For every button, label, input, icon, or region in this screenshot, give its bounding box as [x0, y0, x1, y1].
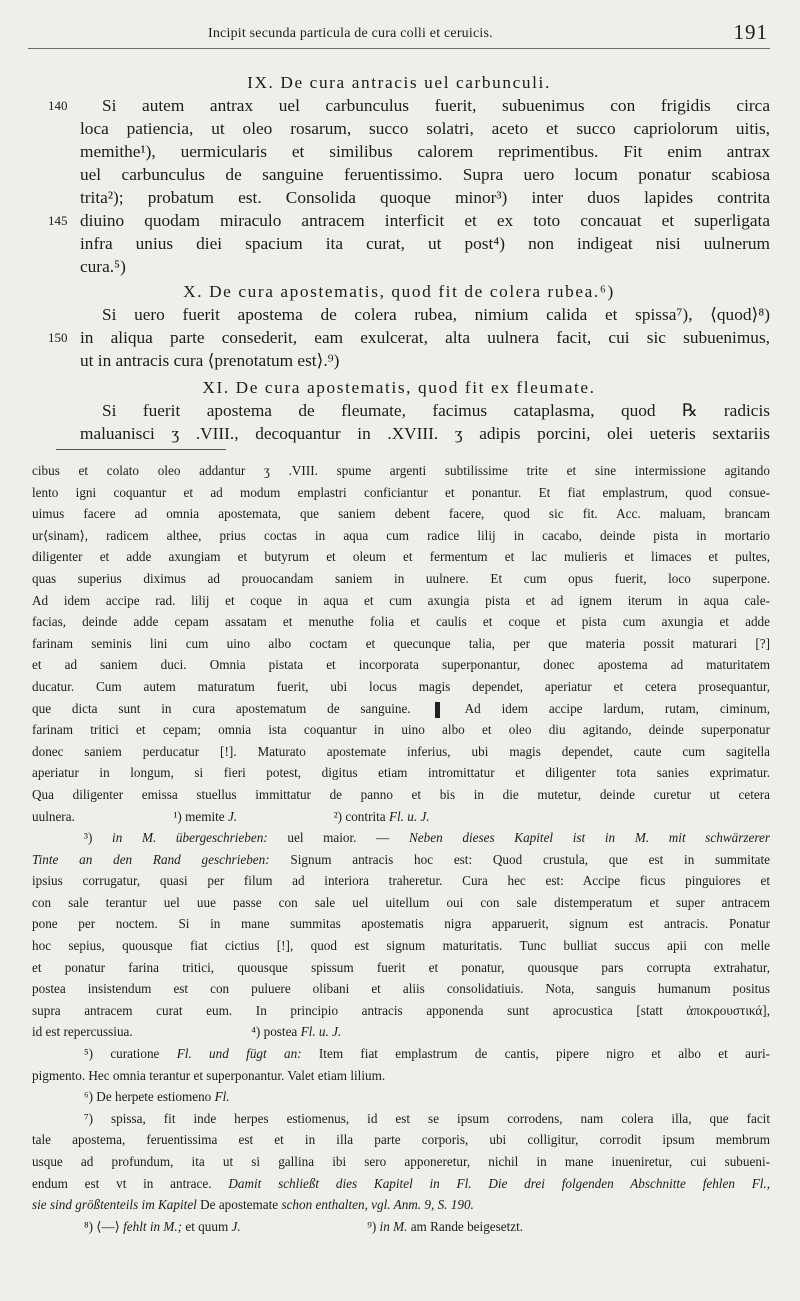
- text-line: cura.⁵): [80, 257, 126, 276]
- footnote-text: et quum: [185, 1218, 229, 1234]
- footnote-mark: ¹): [173, 808, 182, 824]
- note-line: diligenter et adde axungiam et butyrum et oleum et fermentum et lac mulieris et limaces et pultes,: [32, 549, 770, 565]
- footnote-9: [367, 1219, 523, 1234]
- text-line: Si uero fuerit apostema de colera rubea, nimium calida et spissa⁷), ⟨quod⟩⁸): [102, 305, 770, 324]
- editor-note: Neben dieses Kapitel ist in M. mit schwärzerer: [409, 830, 770, 846]
- footnote-text: contrita: [345, 808, 386, 824]
- footnote-text: memite: [185, 808, 225, 824]
- section-x-body: [28, 303, 770, 372]
- footnote-mark: ⁶): [84, 1089, 93, 1105]
- footnote-2: [334, 809, 430, 824]
- footnote-text: id est repercussiua.: [32, 1024, 133, 1040]
- editor-note: in M.: [379, 1218, 408, 1234]
- text-line: Si fuerit apostema de fleumate, facimus cataplasma, quod ℞ radicis: [102, 401, 770, 420]
- text-line: loca patiencia, ut oleo rosarum, succo solatri, aceto et succo capriolorum uitis,: [80, 119, 770, 138]
- text-line: Si autem antrax uel carbunculus fuerit, subuenimus con frigidis circa: [102, 96, 770, 115]
- text-line: maluanisci ʒ .VIII., decoquantur in .XVIII. ʒ adipis porcini, olei ueteris sextariis: [80, 424, 770, 443]
- footnote-mark: ⁵): [84, 1046, 93, 1062]
- note-line: quas superius diximus ad prouocandam saniem in uulnere. Et cum opus fuerit, loco superpone.: [32, 570, 770, 586]
- footnote-1: [173, 809, 237, 824]
- siglum: Fl. u. J.: [300, 1024, 342, 1040]
- section-heading-x: X. De cura apostematis, quod fit de colera rubea.⁶): [183, 282, 615, 301]
- text-line: diuino quodam miraculo antracem interficit et ex toto concauat et superligata: [80, 211, 770, 230]
- note-line: donec saniem perducatur [!]. Maturato apostemate inferius, ubi magis dependet, caute cum sagitella: [32, 743, 770, 759]
- note-line: [32, 1173, 770, 1195]
- editor-note: Damit schließt dies Kapitel in Fl. Die drei folgenden Abschnitte fehlen Fl.,: [228, 1175, 771, 1191]
- paragraph-mark-icon: [435, 702, 440, 718]
- note-line: postea insistendum est con puluere olibani et aliis consolidatiuis. Nota, sanguis humanum positus: [32, 981, 770, 997]
- footnote-text: postea: [263, 1024, 298, 1040]
- note-line: Qua diligenter emissa stuellus immittatur de panno et bis in die mutetur, deinde curetur ut cetera: [32, 786, 770, 802]
- note-line: aperiatur in longum, si fieri potest, digitus etiam intromittatur et diligenter tota sanies exprimatur.: [32, 765, 770, 781]
- note-line: et ad saniem duci. Omnia pistata et incorporata superponantur, donec apostema ad maturitatem: [32, 657, 770, 673]
- note-segment: que dicta sunt in cura apostematum de sanguine.: [32, 700, 411, 716]
- section-heading-xi: XI. De cura apostematis, quod fit ex fleumate.: [202, 378, 596, 397]
- footnote-text: ⟨—⟩: [96, 1218, 120, 1234]
- text-line: ut in antracis cura ⟨prenotatum est⟩.⁹): [80, 351, 340, 370]
- note-line: farinam seminis lini cum uino albo coctam et quecunque talia, per que materia possit maturari [?]: [32, 635, 770, 651]
- header-rule: [28, 48, 770, 49]
- note-line: facias, deinde adde cepam assatam et menuthe folia et caulis et coque et pista cum axungia et adde: [32, 614, 770, 630]
- footnote-4: [251, 1024, 341, 1039]
- note-segment: uulnera.: [32, 808, 75, 824]
- footnote-mark: ²): [333, 808, 343, 824]
- note-line: pone per noctem. Si in mane summitas apostematis nigra apparuerit, signum est antracis. Ponatur: [32, 916, 770, 932]
- footnote-text: curatione: [110, 1046, 160, 1062]
- footnote-mark: ⁹): [367, 1218, 377, 1234]
- running-title: Incipit secunda particula de cura colli et ceruicis.: [208, 26, 493, 41]
- footnote-text: endum est vt in antrace.: [32, 1175, 212, 1191]
- editor-note: Fl. und fügt an:: [176, 1046, 302, 1062]
- footnote-3: [32, 827, 770, 849]
- footnote-mark: ⁸): [84, 1218, 93, 1234]
- footnote-rule: [56, 449, 226, 450]
- note-line: ducatur. Cum autem maturatum fuerit, ubi locus magis dependet, aperiatur et cetera prosequantur,: [32, 678, 770, 694]
- text-line: uel carbunculus de sanguine feruentissimo. Supra uero locum ponatur scabiosa: [80, 165, 770, 184]
- siglum: Fl. u. J.: [388, 808, 430, 824]
- note-line: supra antracem curat eum. In principio antracis apponenda sunt aprocustica [statt ἀποκρουστικά],: [32, 1002, 770, 1018]
- note-segment: Ad idem accipe lardum, rutam, ciminum,: [464, 700, 771, 716]
- line-number-140: 140: [48, 98, 68, 113]
- footnote-text: am Rande beigesetzt.: [410, 1218, 524, 1234]
- note-line: pigmento. Hec omnia terantur et superponantur. Valet etiam lilium.: [32, 1067, 386, 1083]
- note-line: [32, 806, 770, 828]
- footnote-7: [32, 1108, 770, 1130]
- footnote-text: uel maior. —: [287, 830, 390, 846]
- running-head: [28, 20, 770, 46]
- text-line: trita²); probatum est. Consolida quoque minor³) inter duos lapides contrita: [80, 188, 770, 207]
- note-line: Ad idem accipe rad. lilij et coque in aqua et cum axungia pista et ad ignem iterum in aqua cale-: [32, 592, 770, 608]
- footnote-text: De apostemate: [200, 1197, 279, 1213]
- note-line: lento igni coquantur et ad modum emplastri conficiantur et ponantur. Et fiat emplastrum, quod consue-: [32, 484, 770, 500]
- footnote-text: spissa, fit inde herpes estiomenus, id est se ipsum corrodens, nam colera illa, que facit: [110, 1110, 770, 1126]
- main-text: [28, 71, 770, 445]
- note-line: ur⟨sinam⟩, radicem althee, prius coctas in aqua cum radice lilij in cacabo, deinde pista in mortario: [32, 527, 770, 543]
- note-line: [32, 1021, 770, 1043]
- editor-note: sie sind größtenteils im Kapitel: [32, 1197, 197, 1213]
- note-line: tale apostema, feruentissima est et in illa parte corporis, ubi colligitur, corrodit ipsum membrum: [32, 1132, 770, 1148]
- editor-note: fehlt in M.;: [123, 1218, 183, 1234]
- editor-note: Tinte an den Rand geschrieben:: [32, 851, 270, 867]
- note-line: hoc sepius, quousque fiat cictius [!], quod est signum maturitatis. Tunc bulliat succus apii con melle: [32, 938, 770, 954]
- footnote-text: Item fiat emplastrum de cantis, pipere nigro et albo et auri-: [318, 1046, 771, 1062]
- footnote-5: [32, 1043, 770, 1065]
- footnotes: [28, 460, 770, 1237]
- note-line: ipsius corrugatur, quasi per filum ad interiora traheretur. Cura hec est: Accipe ficus pinguiores et: [32, 873, 770, 889]
- siglum: J.: [231, 1218, 241, 1234]
- note-line: cibus et colato oleo addantur ʒ .VIII. spume argenti subtilissime trite et sine intermissione agitando: [32, 463, 770, 478]
- text-line: infra unius diei spacium ita curat, ut post⁴) non indigeat nisi uulnerum: [80, 234, 770, 253]
- text-line: in aliqua parte consederit, eam exulcerat, alta uulnera facit, cui sic subuenimus,: [80, 328, 770, 347]
- note-line: et ponatur farina tritici, quousque spissum fuerit et ponatur, quousque pars corrupta extrahatur,: [32, 959, 770, 975]
- footnote-6: [32, 1086, 770, 1108]
- line-number-150: 150: [48, 330, 68, 345]
- text-line: memithe¹), uermicularis et similibus calorem reprimentibus. Fit enim antrax: [80, 142, 770, 161]
- footnote-mark: ³): [84, 830, 93, 846]
- footnote-mark: ⁴): [251, 1024, 261, 1040]
- footnote-mark: ⁷): [84, 1110, 93, 1126]
- note-line: con sale terantur uel uue passe con sale uel uitellum oui con sale distemperatum et super antracem: [32, 894, 770, 910]
- siglum: Fl.: [214, 1089, 230, 1105]
- footnote-text: Signum antracis hoc est: Quod crustula, que est in summitate: [290, 851, 770, 867]
- section-xi-body: [28, 399, 770, 445]
- editor-note: schon enthalten, vgl. Anm. 9, S. 190.: [281, 1197, 474, 1213]
- page-number: 191: [733, 20, 768, 44]
- note-line: [32, 698, 770, 720]
- note-line: [32, 1194, 770, 1216]
- note-line: farinam tritici et cepam; omnia ista coquantur in uino albo et oleo diu agitando, deinde superponatur: [32, 722, 770, 738]
- footnotes-8-9: [32, 1216, 770, 1238]
- editor-note: in M. übergeschrieben:: [112, 830, 268, 846]
- siglum: J.: [227, 808, 238, 824]
- note-line: uimus facere ad omnia apostemata, que saniem debent facere, quod sic fit. Acc. maluam, brancam: [32, 506, 770, 522]
- note-line: [32, 849, 770, 871]
- note-line: usque ad profundum, ita ut si gallina ibi sero apponeretur, nichil in mane inueniretur, cui subueni-: [32, 1154, 770, 1169]
- section-heading-ix: IX. De cura antracis uel carbunculi.: [247, 73, 551, 92]
- section-ix-body: [28, 94, 770, 278]
- footnote-text: De herpete estiomeno: [96, 1089, 212, 1105]
- line-number-145: 145: [48, 213, 68, 228]
- footnote-8: [84, 1219, 241, 1234]
